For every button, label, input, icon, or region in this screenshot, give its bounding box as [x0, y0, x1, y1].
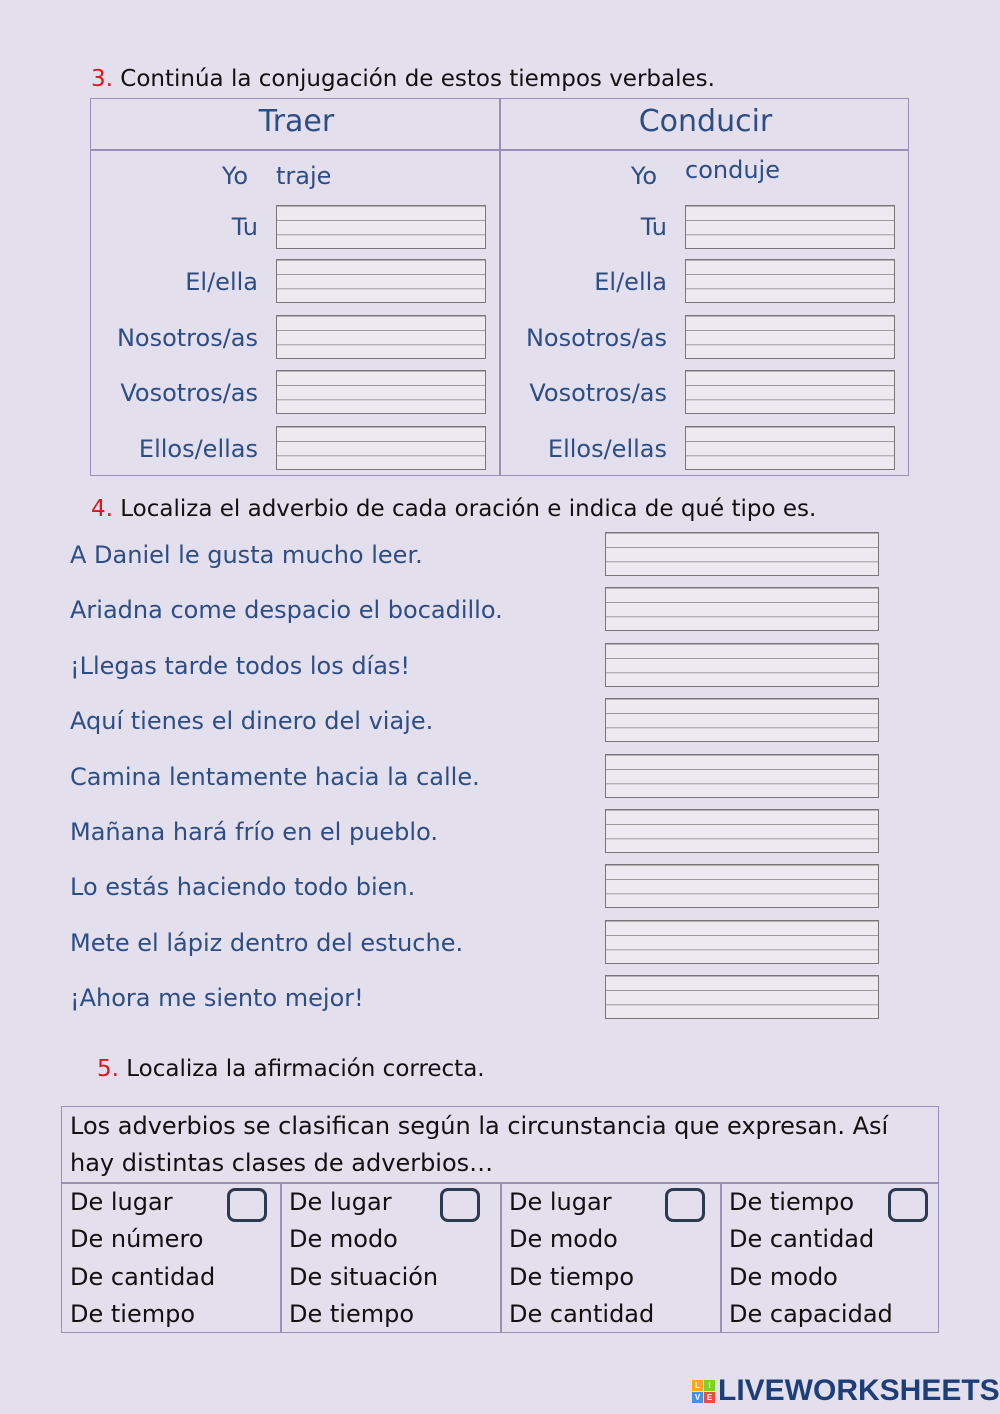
answer-input[interactable] — [685, 205, 895, 249]
adverb-answer-input[interactable] — [605, 587, 879, 631]
pronoun-label: Ellos/ellas — [547, 435, 667, 463]
option-text: De modo — [729, 1262, 838, 1291]
sentence: Ariadna come despacio el bocadillo. — [70, 596, 503, 625]
answer-input[interactable] — [685, 370, 895, 414]
adverb-answer-input[interactable] — [605, 698, 879, 742]
adverb-answer-input[interactable] — [605, 975, 879, 1019]
pronoun-label: Nosotros/as — [525, 324, 667, 352]
option-text: De número — [70, 1225, 204, 1254]
adverb-answer-input[interactable] — [605, 532, 879, 576]
answer-input[interactable] — [276, 426, 486, 470]
answer-example: traje — [276, 162, 332, 190]
option-text: De tiempo — [509, 1262, 635, 1291]
pronoun-label: Vosotros/as — [529, 379, 667, 407]
question-4-title: 4. Localiza el adverbio de cada oración e indica de qué tipo es. — [91, 496, 817, 522]
adverb-answer-input[interactable] — [605, 643, 879, 687]
logo-icon: L I V E — [692, 1380, 715, 1403]
answer-input[interactable] — [276, 205, 486, 249]
answer-input[interactable] — [276, 259, 486, 303]
question-3-title: 3. Continúa la conjugación de estos tiempos verbales. — [91, 66, 715, 92]
sentence: Mete el lápiz dentro del estuche. — [70, 928, 464, 957]
statement-line-2: hay distintas clases de adverbios… — [70, 1149, 494, 1177]
answer-input[interactable] — [685, 259, 895, 303]
question-5-title: 5. Localiza la afirmación correcta. — [97, 1056, 485, 1082]
option-text: De modo — [289, 1225, 398, 1254]
answer-input[interactable] — [685, 426, 895, 470]
sentence: Camina lentamente hacia la calle. — [70, 762, 480, 791]
column-divider — [280, 1182, 282, 1333]
adverb-answer-input[interactable] — [605, 754, 879, 798]
option-text: De modo — [509, 1225, 618, 1254]
option-text: De cantidad — [70, 1262, 216, 1291]
answer-input[interactable] — [685, 315, 895, 359]
sentence: Aquí tienes el dinero del viaje. — [70, 707, 434, 736]
sentence: A Daniel le gusta mucho leer. — [70, 541, 423, 569]
pronoun-label: Nosotros/as — [116, 324, 258, 352]
sentence: Lo estás haciendo todo bien. — [70, 873, 416, 902]
table-divider — [90, 149, 909, 151]
option-text: De tiempo — [729, 1188, 855, 1216]
statement-line-1: Los adverbios se clasifican según la circunstancia que expresan. Así — [70, 1112, 889, 1140]
verb-header-conducir: Conducir — [638, 104, 773, 139]
option-text: De cantidad — [509, 1299, 655, 1328]
sentence: ¡Llegas tarde todos los días! — [70, 651, 411, 680]
answer-input[interactable] — [276, 315, 486, 359]
option-checkbox[interactable] — [440, 1188, 480, 1222]
option-checkbox[interactable] — [665, 1188, 705, 1222]
option-text: De lugar — [289, 1188, 392, 1216]
option-checkbox[interactable] — [888, 1188, 928, 1222]
option-text: De cantidad — [729, 1225, 875, 1254]
answer-input[interactable] — [276, 370, 486, 414]
column-divider — [500, 1182, 502, 1333]
pronoun-label: Vosotros/as — [120, 379, 258, 407]
adverb-answer-input[interactable] — [605, 809, 879, 853]
adverb-answer-input[interactable] — [605, 920, 879, 964]
option-text: De situación — [289, 1262, 439, 1291]
pronoun-label: Yo — [221, 162, 248, 190]
pronoun-label: Ellos/ellas — [138, 435, 258, 463]
sentence: ¡Ahora me siento mejor! — [70, 984, 364, 1013]
verb-header-traer: Traer — [258, 104, 335, 139]
answer-example: conduje — [685, 156, 780, 184]
pronoun-label: El/ella — [185, 268, 258, 296]
table-divider — [499, 98, 501, 476]
option-text: De tiempo — [289, 1299, 415, 1328]
adverb-answer-input[interactable] — [605, 864, 879, 908]
option-text: De capacidad — [729, 1299, 893, 1328]
liveworksheets-logo: L I V E LIVEWORKSHEETS — [692, 1374, 1000, 1408]
option-text: De tiempo — [70, 1299, 196, 1328]
pronoun-label: Yo — [630, 162, 657, 190]
option-checkbox[interactable] — [227, 1188, 267, 1222]
pronoun-label: El/ella — [594, 268, 667, 296]
column-divider — [720, 1182, 722, 1333]
sentence: Mañana hará frío en el pueblo. — [70, 818, 438, 846]
pronoun-label: Tu — [640, 213, 667, 241]
option-text: De lugar — [509, 1188, 612, 1216]
option-text: De lugar — [70, 1188, 173, 1216]
pronoun-label: Tu — [231, 213, 258, 241]
